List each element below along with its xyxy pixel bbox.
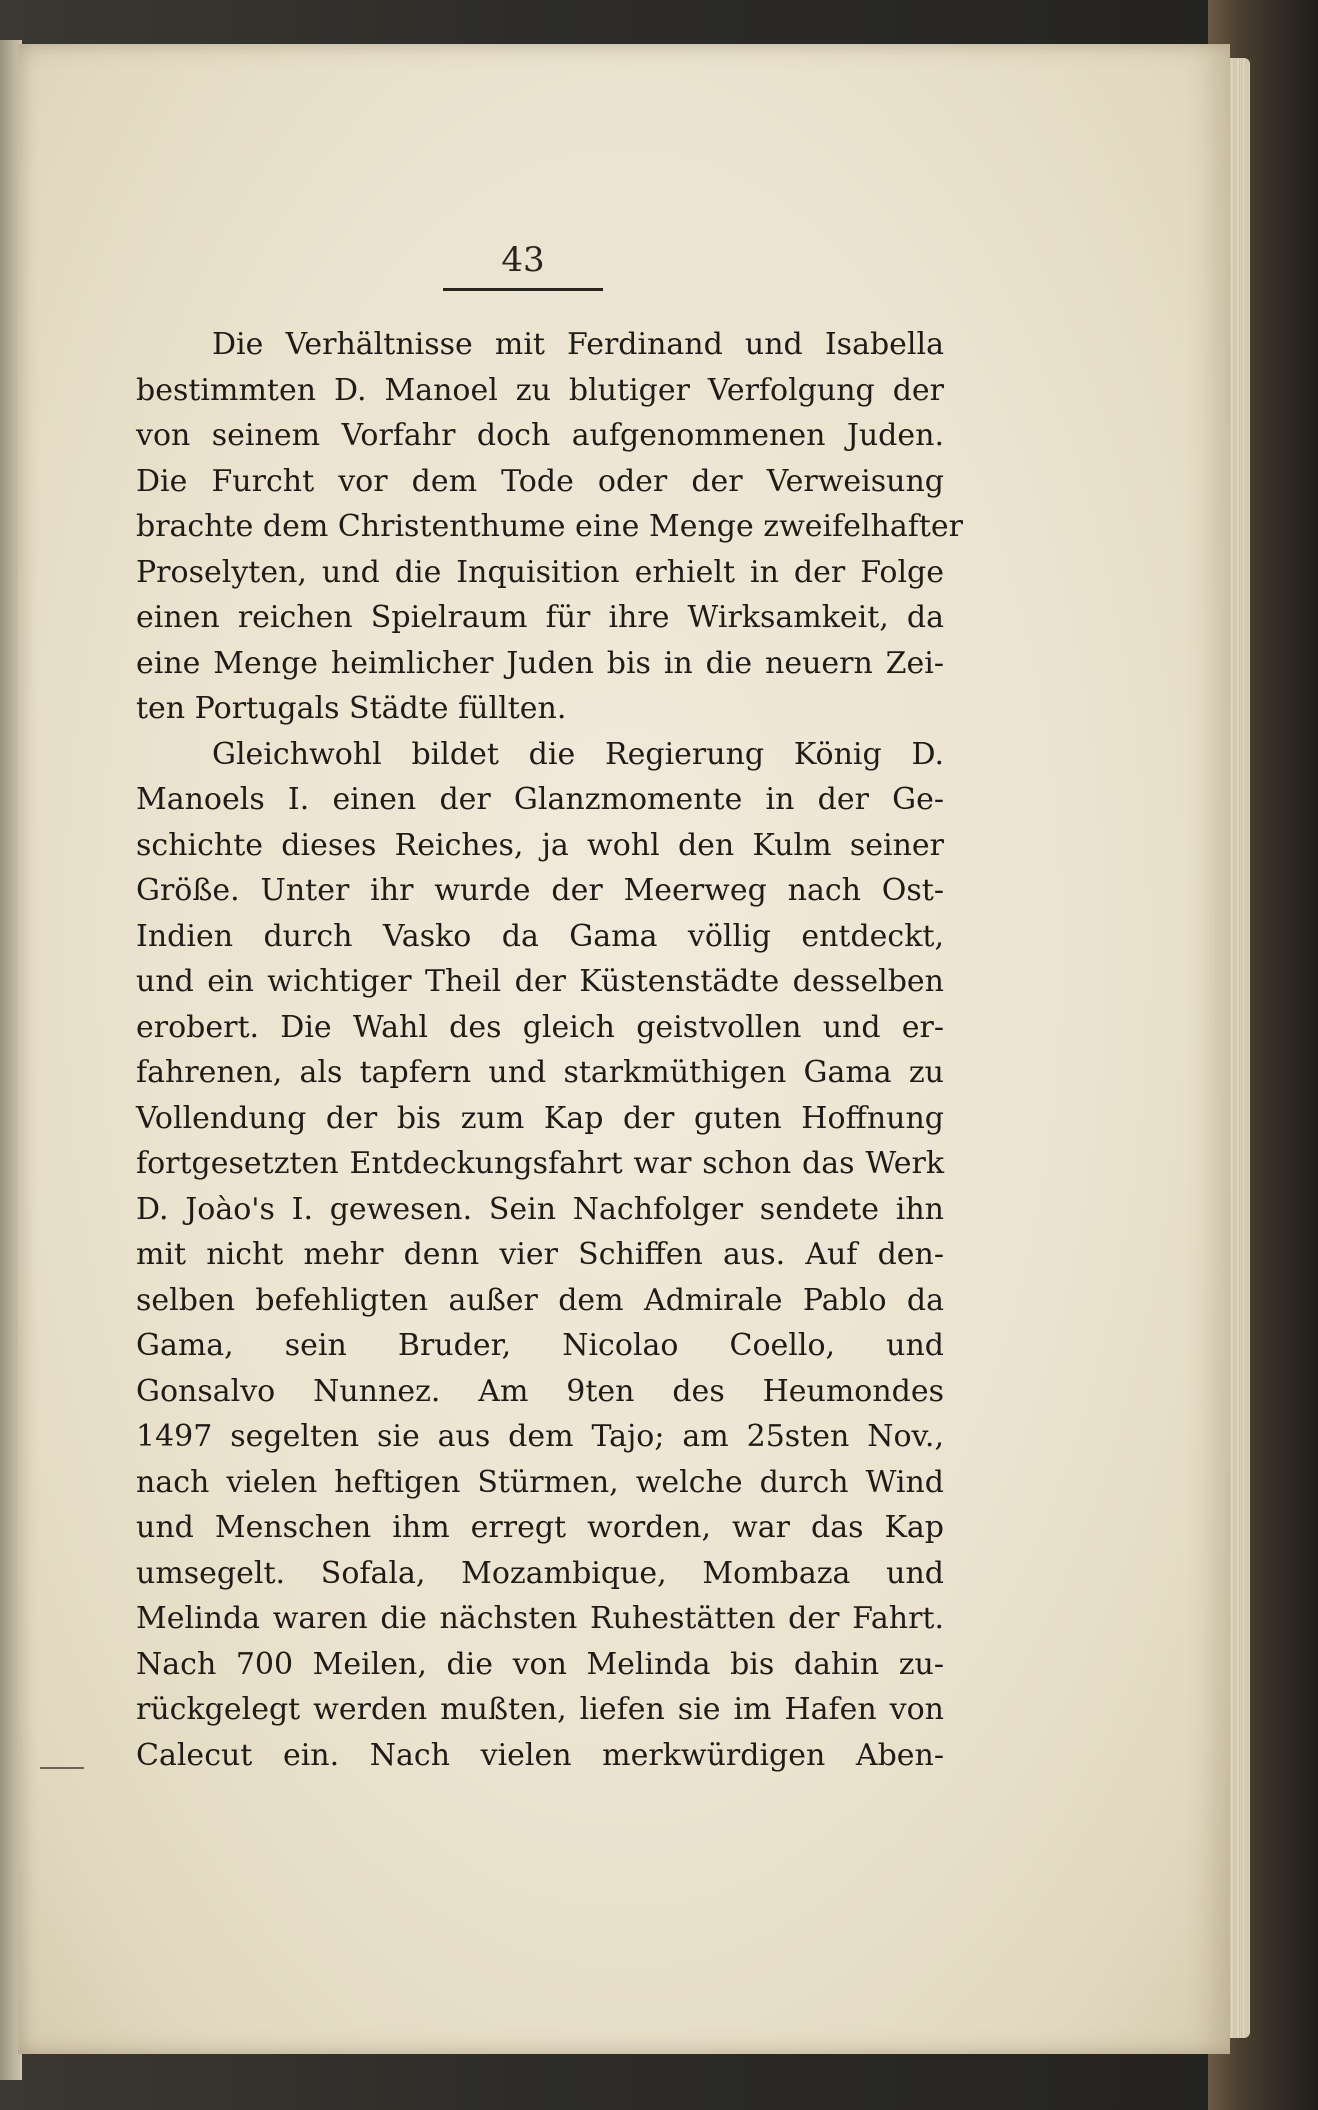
text-line: Manoels I. einen der Glanzmomente in der Ge- bbox=[136, 782, 944, 817]
page-number: 43 bbox=[501, 240, 545, 280]
text-line: Vollendung der bis zum Kap der guten Hoffnung bbox=[136, 1100, 944, 1136]
text-line: von seinem Vorfahr doch aufgenommenen Juden. bbox=[136, 418, 944, 453]
text-line: ten Portugals Städte füllten. bbox=[136, 691, 567, 726]
book-page bbox=[18, 44, 1230, 2054]
text-line: selben befehligten außer dem Admirale Pablo da bbox=[136, 1282, 944, 1318]
text-line: Proselyten, und die Inquisition erhielt in der Folge bbox=[136, 554, 944, 590]
text-line: bestimmten D. Manoel zu blutiger Verfolgung der bbox=[136, 372, 944, 408]
header-rule bbox=[443, 288, 603, 291]
text-line: Nach 700 Meilen, die von Melinda bis dahin zu- bbox=[136, 1646, 944, 1682]
text-line: Die Verhältnisse mit Ferdinand und Isabella bbox=[212, 327, 944, 362]
text-line: erobert. Die Wahl des gleich geistvollen und er- bbox=[136, 1009, 944, 1045]
text-line: nach vielen heftigen Stürmen, welche durch Wind bbox=[136, 1464, 944, 1500]
text-line: D. Joào's I. gewesen. Sein Nachfolger sendete ihn bbox=[136, 1191, 944, 1227]
text-line: schichte dieses Reiches, ja wohl den Kulm seiner bbox=[136, 827, 944, 863]
text-line: brachte dem Christenthume eine Menge zweifelhafter bbox=[136, 509, 964, 544]
text-line: Gama, sein Bruder, Nicolao Coello, und bbox=[136, 1328, 944, 1363]
text-line: und Menschen ihm erregt worden, war das Kap bbox=[136, 1510, 944, 1545]
text-line: Größe. Unter ihr wurde der Meerweg nach Ost- bbox=[136, 873, 944, 908]
text-line: fahrenen, als tapfern und starkmüthigen Gama zu bbox=[136, 1055, 944, 1090]
text-line: und ein wichtiger Theil der Küstenstädte desselben bbox=[136, 964, 944, 999]
body-text bbox=[136, 322, 964, 1778]
text-line: fortgesetzten Entdeckungsfahrt war schon das Werk bbox=[136, 1146, 944, 1181]
text-line: Melinda waren die nächsten Ruhestätten der Fahrt. bbox=[136, 1601, 944, 1636]
text-line: Calecut ein. Nach vielen merkwürdigen Aben- bbox=[136, 1737, 944, 1773]
text-line: rückgelegt werden mußten, liefen sie im Hafen von bbox=[136, 1692, 944, 1727]
text-line: einen reichen Spielraum für ihre Wirksamkeit, da bbox=[136, 600, 944, 635]
text-line: Indien durch Vasko da Gama völlig entdeckt, bbox=[136, 918, 944, 954]
text-line: 1497 segelten sie aus dem Tajo; am 25sten Nov., bbox=[136, 1419, 944, 1454]
text-line: Gonsalvo Nunnez. Am 9ten des Heumondes bbox=[136, 1373, 944, 1409]
text-line: Die Furcht vor dem Tode oder der Verweisung bbox=[136, 463, 944, 499]
text-line: Gleichwohl bildet die Regierung König D. bbox=[212, 736, 944, 772]
text-line: umsegelt. Sofala, Mozambique, Mombaza und bbox=[136, 1555, 944, 1591]
text-line: mit nicht mehr denn vier Schiffen aus. Auf den- bbox=[136, 1237, 944, 1272]
margin-mark bbox=[40, 1767, 84, 1769]
text-line: eine Menge heimlicher Juden bis in die neuern Zei- bbox=[136, 645, 944, 681]
